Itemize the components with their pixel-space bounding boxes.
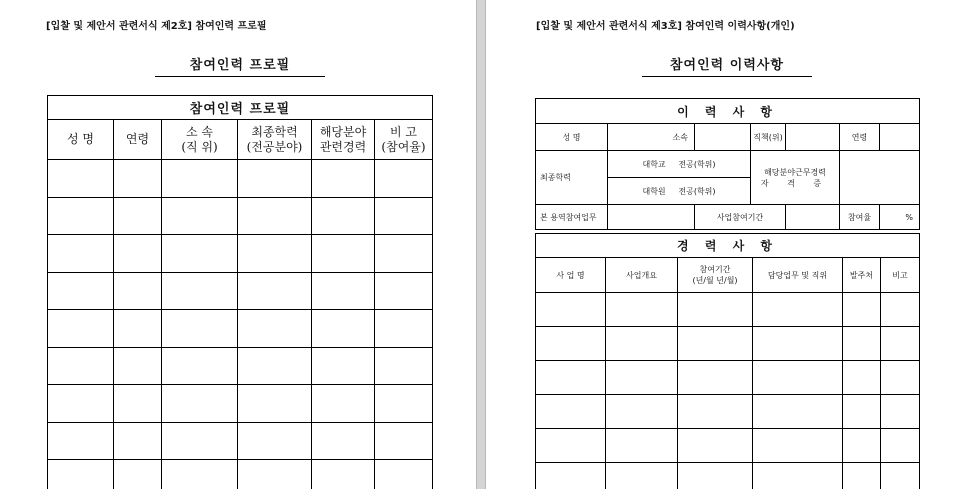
task-field[interactable] — [608, 205, 695, 230]
col-header-project: 사 업 명 — [536, 258, 606, 293]
right-page-header: [입찰 및 제안서 관련서식 제3호] 참여인력 이력사항(개인) — [536, 21, 795, 32]
affiliation-field[interactable] — [695, 124, 751, 151]
affiliation-label: 소속 — [608, 124, 695, 151]
col-header-name: 성 명 — [48, 120, 114, 160]
name-label: 성 명 — [536, 124, 608, 151]
table-row — [48, 310, 433, 348]
col-header-remarks: 비 고 (참여율) — [375, 120, 433, 160]
career-table — [535, 98, 920, 230]
grad-school-row[interactable] — [608, 178, 751, 205]
university-label: 대학교 — [642, 159, 666, 169]
age-label: 연령 — [840, 124, 880, 151]
profile-table — [47, 95, 433, 489]
col-header-education: 최종학력 (전공분야) — [238, 120, 312, 160]
left-page — [0, 0, 476, 489]
table-row — [48, 160, 433, 198]
period-field[interactable] — [786, 205, 840, 230]
col-header-client: 발주처 — [843, 258, 881, 293]
table-row — [48, 197, 433, 235]
left-page-title: 참여인력 프로필 — [155, 54, 325, 77]
profile-table-caption: 참여인력 프로필 — [48, 96, 433, 120]
table-row — [48, 385, 433, 423]
table-row — [536, 361, 920, 395]
related-experience-cell — [751, 151, 840, 205]
grad-school-label: 대학원 — [642, 186, 666, 196]
education-label: 최종학력 — [536, 151, 608, 205]
table-row — [536, 327, 920, 361]
career-section-title: 이 력 사 항 — [536, 99, 920, 124]
table-row — [48, 422, 433, 460]
table-row — [48, 235, 433, 273]
table-row — [536, 463, 920, 489]
col-header-note: 비고 — [881, 258, 920, 293]
right-page-title: 참여인력 이력사항 — [642, 54, 812, 77]
position-label: 직책(위) — [751, 124, 786, 151]
grad-school-major-label: 전공(학위) — [678, 186, 716, 196]
university-row[interactable] — [608, 151, 751, 178]
right-page — [486, 0, 960, 489]
period-label: 사업참여기간 — [695, 205, 786, 230]
qualification-label: 자 격 증 — [760, 178, 830, 188]
left-page-header: [입찰 및 제안서 관련서식 제2호] 참여인력 프로필 — [46, 21, 267, 32]
age-field[interactable] — [880, 124, 920, 151]
table-row — [48, 460, 433, 489]
col-header-duty: 담당업무 및 직위 — [753, 258, 843, 293]
col-header-period: 참여기간 (년/월 년/월) — [678, 258, 753, 293]
col-header-overview: 사업개요 — [606, 258, 678, 293]
participation-rate-label: 참여율 — [840, 205, 880, 230]
university-major-label: 전공(학위) — [678, 159, 716, 169]
position-field[interactable] — [786, 124, 840, 151]
col-header-experience: 해당분야 관련경력 — [312, 120, 375, 160]
participation-rate-field[interactable]: % — [880, 205, 920, 230]
page-gutter — [476, 0, 486, 489]
col-header-age: 연령 — [114, 120, 162, 160]
col-header-affiliation: 소 속 (직 위) — [162, 120, 238, 160]
related-experience-field[interactable] — [840, 151, 920, 205]
experience-table — [535, 233, 920, 489]
task-label: 본 용역참여업무 — [536, 205, 608, 230]
table-row — [536, 293, 920, 327]
table-row — [48, 347, 433, 385]
related-experience-label: 해당분야근무경력 — [764, 167, 826, 177]
experience-section-title: 경 력 사 항 — [536, 234, 920, 258]
table-row — [48, 272, 433, 310]
table-row — [536, 395, 920, 429]
table-row — [536, 429, 920, 463]
